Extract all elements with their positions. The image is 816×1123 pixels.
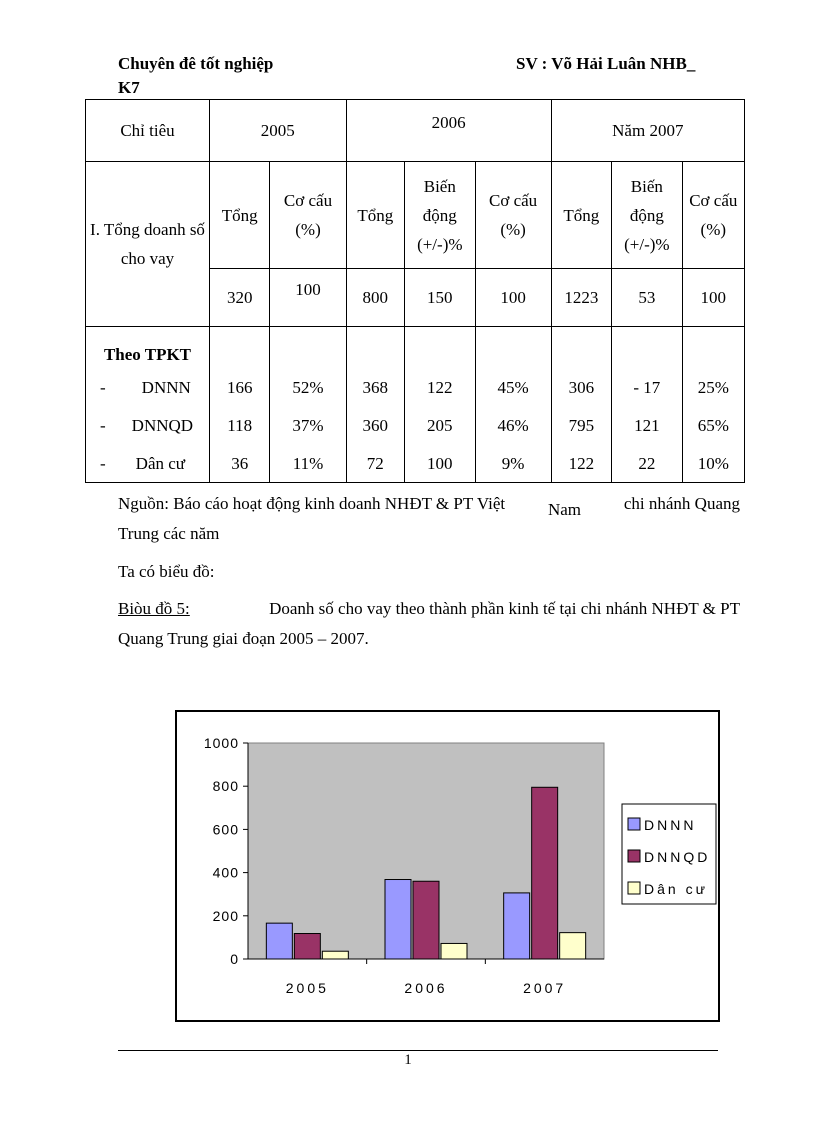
bar-dnnn: [266, 923, 292, 959]
bar-dân-cư: [560, 933, 586, 959]
row-label-dnnqd: [86, 407, 210, 445]
y-tick-label: 0: [230, 951, 239, 967]
source-part1: Nguồn: Báo cáo hoạt động kinh doanh NHĐT & PT Việt: [118, 494, 506, 513]
sub-cocau-2007: Cơ cấu (%): [682, 162, 744, 269]
header-chitieu: Chỉ tiêu: [86, 100, 210, 162]
x-tick-label: 2007: [523, 980, 567, 996]
loan-table: [85, 99, 745, 483]
caption-label: Biòu đồ 5:: [118, 599, 190, 618]
source-part2: chi nhánh Quang: [623, 494, 740, 513]
sub-tong-2007: Tổng: [551, 162, 611, 269]
source-nam: Nam: [547, 500, 582, 519]
table-cell: 36: [209, 445, 269, 483]
table-cell: 368: [346, 369, 405, 407]
row-name: DNNQD: [131, 416, 194, 435]
row-label-dnnn: [86, 369, 210, 407]
total-value: 100: [682, 269, 744, 327]
header-year-2006: 2006: [346, 100, 551, 162]
table-cell: 118: [209, 407, 269, 445]
bar-dnnqd: [413, 881, 439, 959]
total-value: 53: [612, 269, 682, 327]
table-cell: 9%: [475, 445, 551, 483]
total-value: 800: [346, 269, 405, 327]
group-label-tpkt: Theo TPKT: [86, 327, 210, 369]
legend-swatch: [628, 818, 640, 830]
header-right-student: SV : Võ Hải Luân NHB_: [516, 54, 696, 73]
total-value: 100: [270, 269, 346, 327]
y-tick-label: 200: [212, 907, 239, 924]
y-tick-label: 800: [212, 778, 239, 795]
page-number: 1: [404, 1052, 412, 1068]
bar-dnnqd: [532, 787, 558, 959]
chart-frame: [175, 710, 720, 1022]
table-cell: 52%: [270, 369, 346, 407]
row-dash: -: [100, 378, 106, 397]
table-cell: 205: [405, 407, 475, 445]
bar-dân-cư: [322, 951, 348, 959]
total-value: 1223: [551, 269, 611, 327]
table-cell: 360: [346, 407, 405, 445]
x-tick-label: 2005: [285, 980, 329, 996]
header-year-2007: Năm 2007: [551, 100, 744, 162]
row-dash: -: [100, 416, 106, 435]
table-cell: 25%: [682, 369, 744, 407]
row-label-dancu: [86, 445, 210, 483]
table-cell: 795: [551, 407, 611, 445]
caption-text1: Doanh số cho vay theo thành phần kinh tế tại chi nhánh NHĐT & PT: [269, 599, 740, 618]
bar-chart: [177, 712, 718, 1020]
row-name: DNNN: [141, 378, 191, 397]
legend-swatch: [628, 850, 640, 862]
legend-label: Dân cư: [644, 881, 708, 897]
total-value: 100: [475, 269, 551, 327]
header-left-title: Chuyên đê tốt nghiệp: [118, 54, 274, 73]
row-dash: -: [100, 453, 106, 473]
bar-dnnn: [504, 893, 530, 959]
header-year-2005: 2005: [209, 100, 346, 162]
legend-swatch: [628, 882, 640, 894]
sub-tong-2006: Tổng: [346, 162, 405, 269]
table-cell: 10%: [682, 445, 744, 483]
table-cell: 72: [346, 445, 405, 483]
footer-rule: [118, 1050, 718, 1051]
table-cell: 122: [405, 369, 475, 407]
table-cell: 46%: [475, 407, 551, 445]
y-tick-label: 400: [212, 864, 239, 881]
legend-label: DNNQD: [644, 849, 711, 865]
table-cell: 121: [612, 407, 682, 445]
sub-cocau-2005: Cơ cấu (%): [270, 162, 346, 269]
header-left-k7: K7: [118, 78, 140, 97]
table-cell: 11%: [270, 445, 346, 483]
table-cell: 100: [405, 445, 475, 483]
y-tick-label: 600: [212, 821, 239, 838]
table-cell: 122: [551, 445, 611, 483]
y-tick-label: 1000: [203, 735, 239, 751]
intro-text: Ta có biểu đồ:: [118, 562, 215, 581]
table-cell: 22: [612, 445, 682, 483]
bar-dnnqd: [294, 934, 320, 959]
source-paragraph: [118, 489, 740, 549]
caption: [118, 594, 740, 654]
table-cell: 65%: [682, 407, 744, 445]
bar-dân-cư: [441, 943, 467, 959]
source-line2: Trung các năm: [118, 524, 220, 543]
table-cell: 37%: [270, 407, 346, 445]
bar-dnnn: [385, 880, 411, 959]
legend-label: DNNN: [644, 817, 697, 833]
total-value: 150: [405, 269, 475, 327]
caption-text2: Quang Trung giai đoạn 2005 – 2007.: [118, 629, 369, 648]
table-cell: 306: [551, 369, 611, 407]
table-cell: 166: [209, 369, 269, 407]
sub-tong-2005: Tổng: [209, 162, 269, 269]
sub-cocau-2006: Cơ cấu (%): [475, 162, 551, 269]
total-value: 320: [209, 269, 269, 327]
row-total-label: I. Tổng doanh số cho vay: [86, 162, 210, 327]
sub-biendong-2006: Biến động (+/-)%: [405, 162, 475, 269]
table-cell: - 17: [612, 369, 682, 407]
row-name: Dân cư: [135, 453, 186, 473]
sub-biendong-2007: Biến động (+/-)%: [612, 162, 682, 269]
table-cell: 45%: [475, 369, 551, 407]
x-tick-label: 2006: [404, 980, 448, 996]
